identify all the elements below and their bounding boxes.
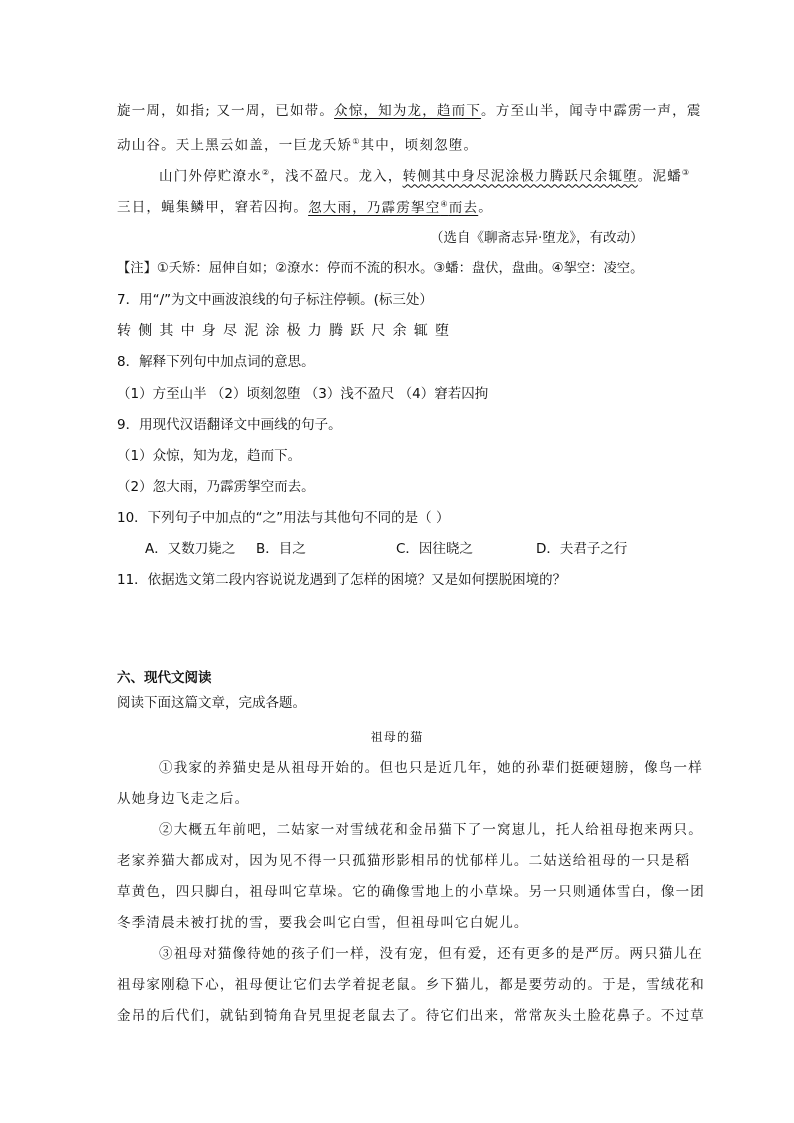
article-paragraph-2-line-1: ②大概五年前吧，二姑家一对雪绒花和金吊猫下了一窝崽儿，托人给祖母抱来两只。 [159,822,703,838]
section-instruction: 阅读下面这篇文章，完成各题。 [117,695,306,711]
underlined-sentence-1: 众惊，知为龙，趋而下 [334,103,482,119]
question-9: 9．用现代汉语翻译文中画线的句子。 [117,417,342,433]
question-9-item-1: （1）众惊，知为龙，趋而下。 [117,448,302,464]
article-paragraph-2-line-4: 冬季清晨未被打扰的雪，要我会叫它白雪，但祖母叫它白妮儿。 [117,915,529,931]
question-9-item-2: （2）忽大雨，乃霹雳挐空而去。 [117,479,315,495]
passage-notes: 【注】①夭矫：屈伸自如；②潦水：停而不流的积水。③蟠：盘伏，盘曲。④挐空：凌空。 [117,261,644,276]
question-10-option-a: A．又数刀毙之 [145,541,236,557]
underlined-sentence-2: 忽大雨，乃霹雳挐空④而去 [308,199,479,216]
article-paragraph-3-line-3: 金吊的后代们，就钻到犄角旮旯里捉老鼠去了。待它们出来，常常灰头土脸花鼻子。不过草 [117,1008,705,1024]
question-8: 8．解释下列句中加点词的意思。 [117,354,315,370]
question-7-sentence: 转侧其中身尽泥涂极力腾跃尺余辄堕 [117,323,457,339]
article-paragraph-3-line-1: ③祖母对猫像待她的孩子们一样，没有宠，但有爱，还有更多的是严厉。两只猫儿在 [159,946,703,962]
question-10-option-b: B．目之 [256,541,306,557]
question-8-items: （1）方至山半 （2）顷刻忽堕 （3）浅不盈尺 （4）窘若囚拘 [117,386,489,402]
passage-line-3: 山门外停贮潦水②，浅不盈尺。龙入，转侧其中身尽泥涂极力腾跃尺余辄堕。泥蟠③ [159,168,691,185]
footnote-marker: ② [261,168,271,177]
passage-source: （选自《聊斋志异·堕龙》，有改动） [430,230,644,246]
article-paragraph-1-line-1: ①我家的养猫史是从祖母开始的。但也只是近几年，她的孙辈们挺硬翅膀，像鸟一样 [159,760,703,776]
article-paragraph-3-line-2: 祖母家刚稳下心，祖母便让它们去学着捉老鼠。乡下猫儿，都是要劳动的。于是，雪绒花和 [117,977,705,993]
section-heading: 六、现代文阅读 [117,670,212,686]
article-paragraph-2-line-2: 老家养猫大都成对，因为见不得一只孤猫形影相吊的忧郁样儿。二姑送给祖母的一只是稻 [117,853,691,869]
article-paragraph-1-line-2: 从她身边飞走之后。 [117,791,250,807]
passage-line-1: 旋一周，如指; 又一周，已如带。众惊，知为龙，趋而下。方至山半，闻寺中霹雳一声，震 [117,103,702,119]
wavy-underlined-sentence: 转侧其中身尽泥涂极力腾跃尺余辄堕 [402,168,638,185]
question-11: 11．依据选文第二段内容说说龙遇到了怎样的困境？又是如何摆脱困境的？ [117,572,567,588]
question-10-option-c: C．因往晓之 [396,541,473,557]
question-7: 7．用“/”为文中画波浪线的句子标注停顿。(标三处） [117,292,433,308]
question-10: 10．下列句子中加点的“之”用法与其他句不同的是（ ） [117,510,450,526]
footnote-marker: ① [352,137,361,146]
passage-line-4: 三日，蝇集鳞甲，窘若囚拘。忽大雨，乃霹雳挐空④而去。 [117,199,493,216]
passage-line-2: 动山谷。天上黑云如盖，一巨龙夭矫①其中，顷刻忽堕。 [117,137,479,154]
question-10-option-d: D．夫君子之行 [536,541,628,557]
article-title: 祖母的猫 [370,730,424,744]
article-paragraph-2-line-3: 草黄色，四只脚白，祖母叫它草垛。它的确像雪地上的小草垛。另一只则通体雪白，像一团 [117,884,705,900]
footnote-marker: ③ [681,168,691,177]
